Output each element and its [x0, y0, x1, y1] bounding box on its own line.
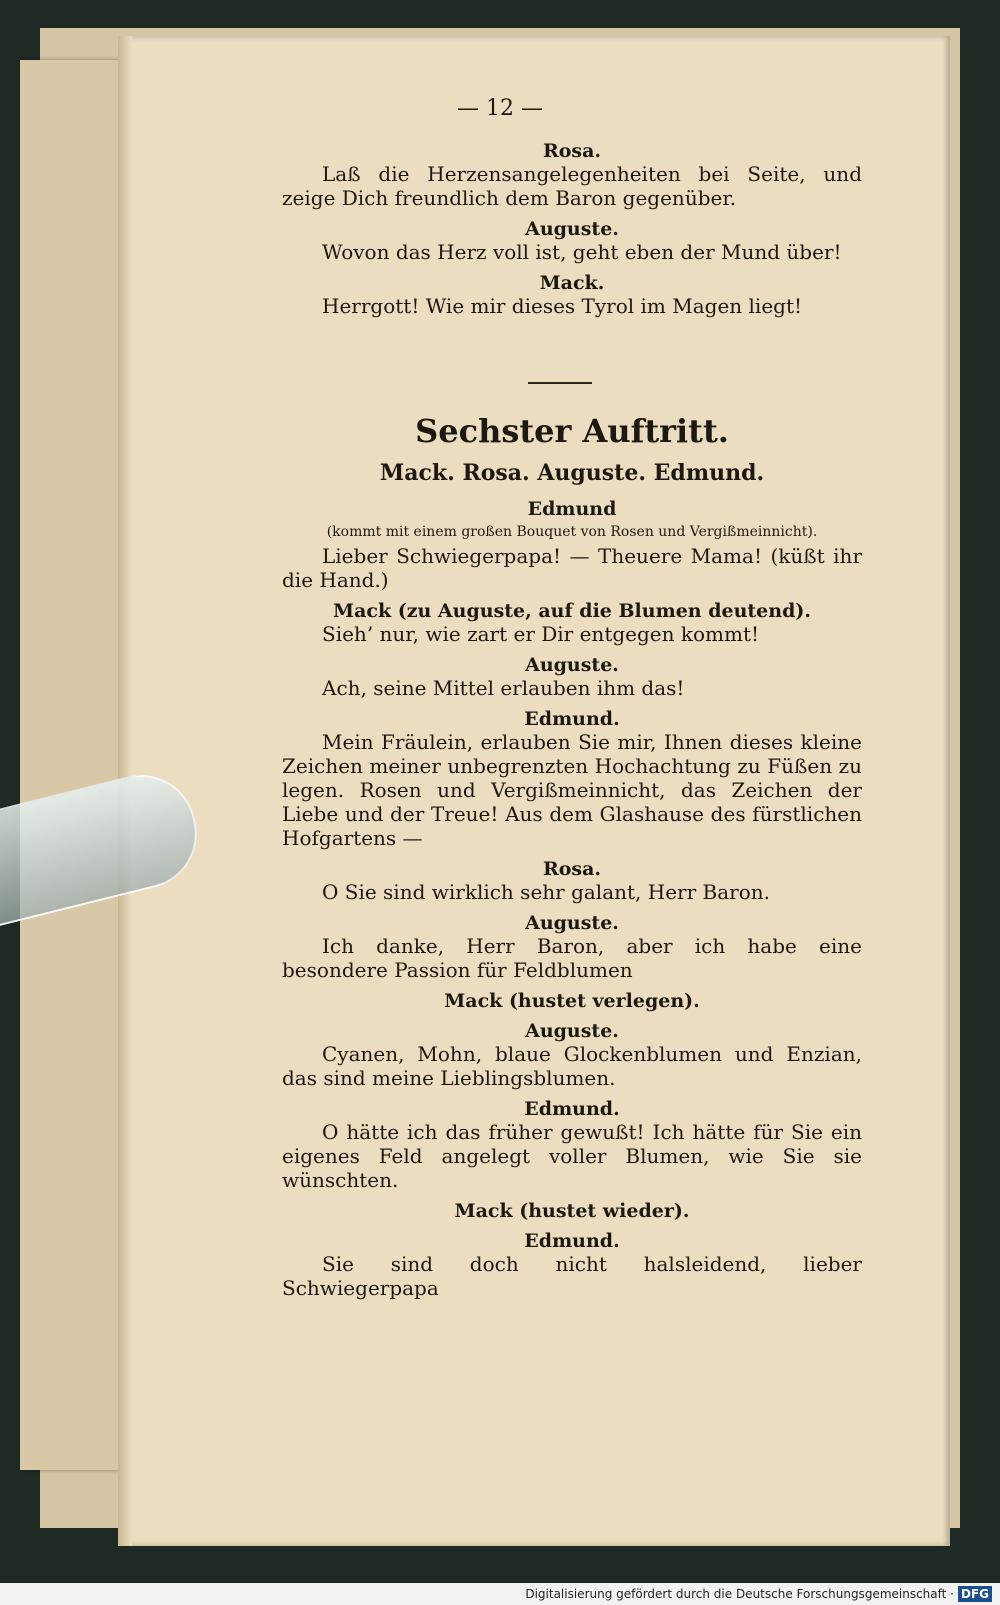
dialogue-line: Ach, seine Mittel erlauben ihm das!: [322, 676, 685, 700]
dialogue-line: Sie sind doch nicht halsleidend, lieber Schwiegerpapa: [282, 1252, 862, 1300]
footer-credit: [0, 1583, 1000, 1605]
dialogue-line: Wovon das Herz voll ist, geht eben der Mund über!: [322, 240, 842, 264]
footer-text: Digitalisierung gefördert durch die Deutsche Forschungsgemeinschaft ·: [525, 1587, 954, 1601]
speaker: Rosa.: [542, 858, 602, 880]
speaker: Edmund: [527, 498, 617, 520]
dialogue-line: Ich danke, Herr Baron, aber ich habe eine besondere Passion für Feldblumen: [282, 934, 862, 982]
dialogue-line: O hätte ich das früher gewußt! Ich hätte für Sie ein eigenes Feld angelegt voller Blumen, wie Sie sie wünschten.: [282, 1120, 862, 1192]
stage-direction: (kommt mit einem großen Bouquet von Rosen und Vergißmeinnicht).: [326, 524, 818, 540]
dialogue-line: Lieber Schwiegerpapa! — Theuere Mama! (küßt ihr die Hand.): [282, 544, 862, 592]
dialogue-line: Cyanen, Mohn, blaue Glockenblumen und Enzian, das sind meine Lieblingsblumen.: [282, 1042, 862, 1090]
speaker: Rosa.: [542, 140, 602, 162]
dfg-logo: DFG: [958, 1586, 992, 1602]
speaker: Mack.: [539, 272, 605, 294]
speaker: Edmund.: [524, 1230, 620, 1252]
speaker-direction: Mack (zu Auguste, auf die Blumen deutend).: [333, 600, 811, 622]
speaker: Auguste.: [525, 218, 619, 240]
speaker: Edmund.: [524, 1098, 620, 1120]
page-number: — 12 —: [457, 96, 543, 121]
text-top: [282, 140, 862, 318]
speaker-direction: Mack (hustet wieder).: [454, 1200, 690, 1222]
speaker-direction: Mack (hustet verlegen).: [444, 990, 700, 1012]
divider: [528, 382, 592, 384]
dialogue-line: Laß die Herzensangelegenheiten bei Seite, und zeige Dich freundlich dem Baron gegenüber.: [282, 162, 862, 210]
speaker: Auguste.: [525, 654, 619, 676]
speaker: Edmund.: [524, 708, 620, 730]
dialogue-line: Sieh’ nur, wie zart er Dir entgegen kommt!: [322, 622, 760, 646]
text-scene: [282, 412, 862, 1300]
speaker: Auguste.: [525, 912, 619, 934]
dialogue-line: Mein Fräulein, erlauben Sie mir, Ihnen dieses kleine Zeichen meiner unbegrenzten Hochachtung zu Füßen zu legen. Rosen und Vergißmeinnicht, das Zeichen der Liebe und der Treue! Aus dem Glashause des fürstlichen Hofgartens —: [282, 730, 862, 850]
speaker: Auguste.: [525, 1020, 619, 1042]
cast-list: Mack. Rosa. Auguste. Edmund.: [379, 460, 765, 486]
scene-title: Sechster Auftritt.: [415, 412, 729, 450]
dialogue-line: O Sie sind wirklich sehr galant, Herr Baron.: [322, 880, 770, 904]
dialogue-line: Herrgott! Wie mir dieses Tyrol im Magen liegt!: [322, 294, 803, 318]
